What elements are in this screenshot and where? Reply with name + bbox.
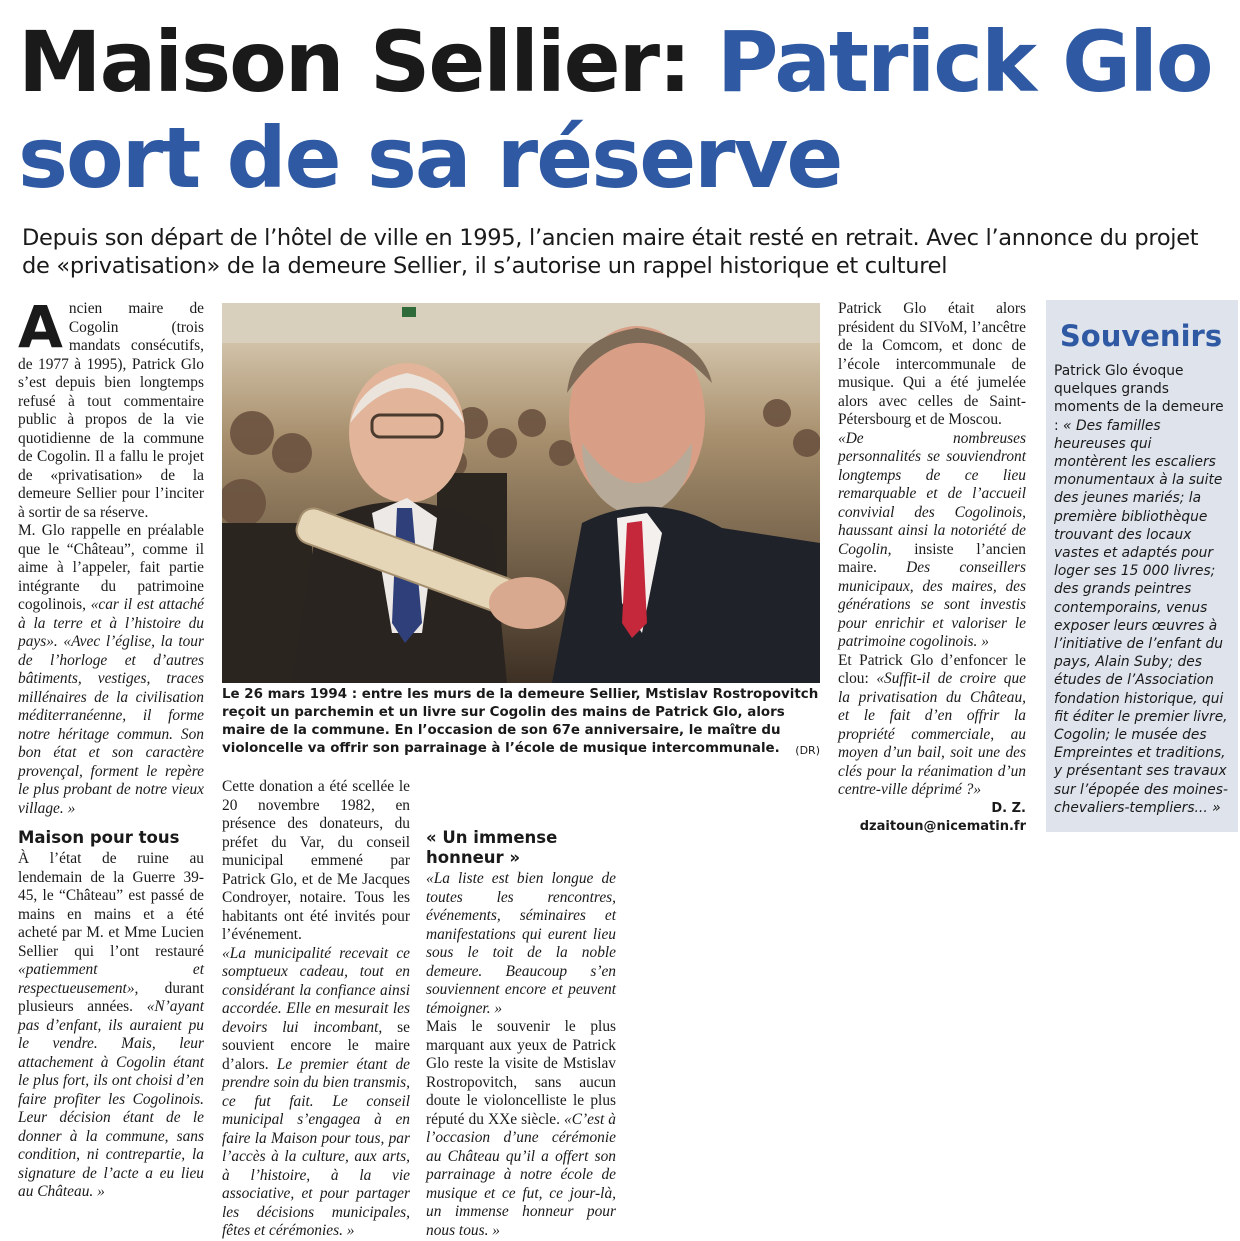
col3-p2-quote1: «De nombreuses personnalités se souviendront longtemps de ce lieu remarquable et de l’accueil convivial des Cogolinois, haussant ainsi la notoriété de Cogolin, [838,429,1026,558]
photo-illustration [222,303,820,683]
caption-text: Le 26 mars 1994 : entre les murs de la demeure Sellier, Mstislav Rostropovitch reçoit un parchemin et un livre sur Cogolin des mains de Patrick Glo, alors maire de la commune. En l’occasion de son 67e anniversaire, le maître du violoncelle va offrir son parrainage à l’école de musique intercommunale. [222,687,819,756]
col2-p2-text: se souvient encore le maire d’alors. [222,1018,411,1073]
col1-p3-text2: durant plusieurs années. [18,979,204,1015]
col1-p2-quote: «car il est attaché à la terre et à l’histoire du pays». «Avec l’église, la tour de l’horloge et d’autres bâtiments, vestiges, traces millénaires de la civilisation méditerranéenne, il forme notre héritage commun. Son bon état et son caractère provençal, forment le repère le plus probant de notre vieux village. » [18,596,205,817]
sidebar-intro: Patrick Glo évoque quelques grands moments de la demeure : [1054,363,1224,434]
col3-paragraph-1: Patrick Glo était alors président du SIVoM, l’ancêtre de la Comcom, et donc de l’école intercommunale de musique. Qui a été jumelée alors avec celles de Saint-Pétersbourg et de Moscou. [838,300,1026,428]
col1-p2-text: M. Glo rappelle en préalable que le “Château”, comme il aime à l’appeler, fait partie intégrante du patrimoine cogolinois, [18,522,204,613]
column-1 [18,293,205,1202]
col3-p3-quote: «Suffit-il de croire que la privatisation du Château, et le fait d’en offrir la propriété commerciale, au moyen d’un bail, soit une des clés pour la réanimation d’un centre-ville déprimé ?» [838,670,1026,798]
sidebar-title: Souvenirs [1059,319,1223,353]
col1-paragraph-1 [18,293,204,522]
sidebar-body [1054,362,1228,817]
col2-p2-quote2: Le premier étant de prendre soin du bien transmis, ce fut fait. Le conseil municipal s’engagea à en faire la Maison pour tous, par l’accès à la culture, aux arts, à l’histoire, à la vie associative, et pour partager les décisions municipales, fêtes et cérémonies. » [222,1055,411,1239]
col3-p2-text: insiste l’ancien maire. [838,540,1026,576]
column-3 [426,778,616,1240]
article-photo [222,303,820,683]
col1-p3-text: À l’état de ruine au lendemain de la Guerre 39-45, le “Château” est passé de mains en mains et a été acheté par M. et Mme Lucien Sellier qui l’ont restauré [18,850,204,960]
col2-p4-text: Mais le souvenir le plus marquant aux yeux de Patrick Glo reste la visite de Mstislav Rostropovitch, sans aucun doute le violoncelliste le plus réputé du XXe siècle. [426,1018,616,1128]
col2-p3-quote: «La liste est bien longue de toutes les rencontres, événements, séminaires et manifestations qui eurent lieu sous le toit de la noble demeure. Beaucoup s’en souviennent encore et peuvent témoigner. » [426,870,616,1017]
col3-paragraph-3 [838,652,1026,800]
col2-paragraph-1: Cette donation a été scellée le 20 novembre 1982, en présence des donateurs, du préfet du Var, du conseil municipal emmené par Patrick Glo, et de Me Jacques Condroyer, notaire. Tous les habitants ont été invités pour l’événement. [222,778,410,943]
col2-p4-quote: «C’est à l’occasion d’une cérémonie au Château qu’il a offert son parrainage à notre école de musique et ce fut, ce jour-là, un immense honneur pour nous tous. » [426,1110,616,1239]
col3-p2-quote2: Des conseillers municipaux, des maires, des générations se sont investis pour enrichir et valoriser le patrimoine cogolinois. » [838,559,1027,650]
col3-paragraph-2 [838,430,1026,652]
col1-p3-quote2: «N’ayant pas d’enfant, ils auraient pu le vendre. Mais, leur attachement à Cogolin étant le plus fort, ils ont choisi d’en faire profiter les Cogolinois. Leur décision étant de le donner à la commune, sans condition, ni contrepartie, la signature de l’acte a eu lieu au Château. » [18,998,204,1200]
col2-p2-quote1: «La municipalité recevait ce somptueux cadeau, tout en considérant la confiance ainsi accordée. Elle en mesurait les devoirs lui incombant, [222,944,410,1036]
sidebar-souvenirs [1046,300,1238,832]
headline-part1: Maison Sellier: [18,13,717,111]
column-4 [838,300,1026,837]
col2-paragraph-2 [222,945,410,1241]
col1-paragraph-3 [18,850,204,1202]
headline-part2: Patrick Glo sort de sa réserve [18,13,1212,207]
subhead-maison-pour-tous: Maison pour tous [18,828,180,847]
photo-credit: (DR) [795,744,820,757]
col2-paragraph-4 [426,1018,616,1240]
subhead-un-immense-honneur: « Un immense honneur » [426,828,558,867]
col3-p3-text: Et Patrick Glo d’enfoncer le clou: [838,651,1026,687]
headline [18,14,1228,206]
col1-paragraph-2 [18,522,204,818]
photo-caption [222,686,820,760]
sidebar-quote: « Des familles heureuses qui montèrent les escaliers monumentaux à la suite des jeunes mariés; la première bibliothèque trouvant des locaux vastes et adaptés pour loger ses 15 000 livres; des grands peintres contemporains, venus exposer leurs œuvres à l’initiative de l’enfant du pays, Alain Suby; des études de l’Association fondation historique, qui fit éditer le premier livre, Cogolin; le musée des Empreintes et traditions, y présentant ses travaux sur l’épopée des moines-chevaliers-templiers... » [1054,417,1228,816]
author-email[interactable]: dzaitoun@nicematin.fr [859,819,1026,834]
col2-paragraph-3 [426,870,616,1018]
author-initials: D. Z. [991,800,1026,816]
standfirst: Depuis son départ de l’hôtel de ville en 1995, l’ancien maire était resté en retrait. Avec l’annonce du projet de «privatisation» de la demeure Sellier, il s’autorise un rappel historique et culturel [22,225,1199,279]
col1-p1-text: ncien maire de Cogolin (trois mandats consécutifs, de 1977 à 1995), Patrick Glo s’est depuis bien longtemps refusé à tout commentaire public à propos de la vie quotidienne de la commune de Cogolin. Il a fallu le projet de «privatisation» de la demeure Sellier pour l’inciter à sortir de sa réserve. [18,300,204,521]
col1-p3-quote1: «patiemment et respectueusement», [18,961,204,997]
column-2 [222,778,410,1241]
dropcap: A [18,293,63,361]
